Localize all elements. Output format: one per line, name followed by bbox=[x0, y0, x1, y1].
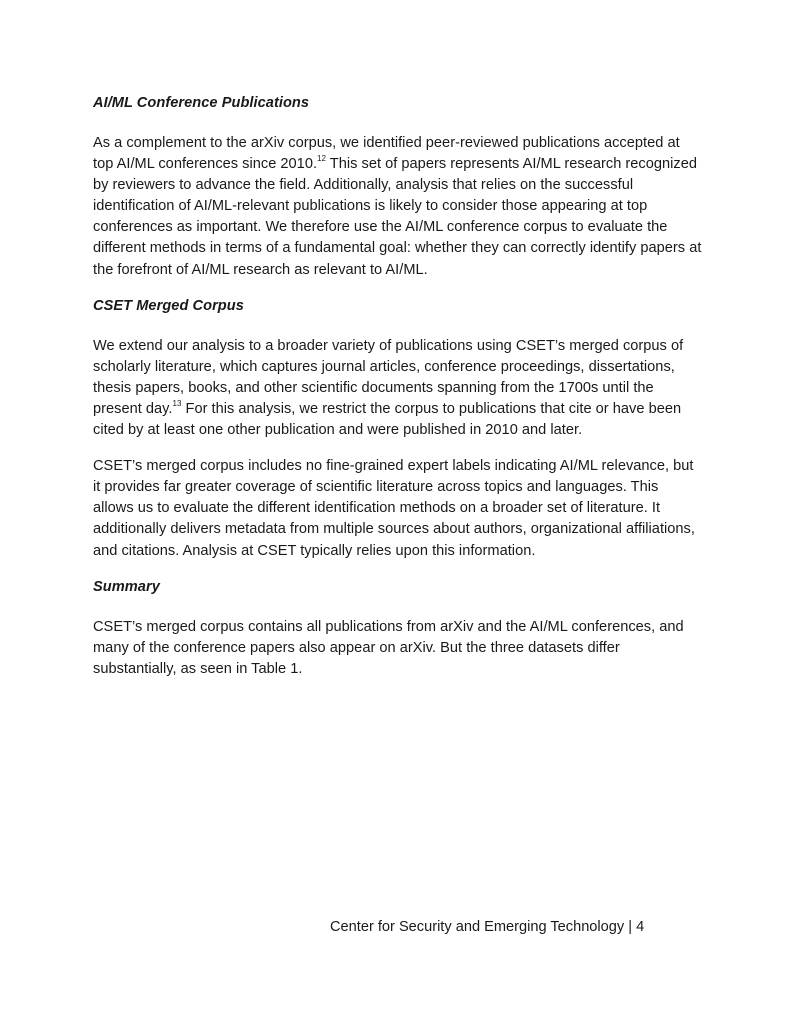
page-body bbox=[93, 93, 703, 680]
section-heading-merged-corpus: CSET Merged Corpus bbox=[93, 297, 244, 314]
paragraph-text: As a complement to the arXiv corpus, we identified peer-reviewed publications accepted at top AI/ML conferences since 2010. bbox=[93, 135, 680, 173]
paragraph-merged-corpus-2: CSET’s merged corpus includes no fine-grained expert labels indicating AI/ML relevance, but it provides far greater coverage of scientific literature across topics and languages. This allows us to evaluate the different identification methods on a broader set of literature. It additionally delivers metadata from multiple sources about authors, organizational affiliations, and citations. Analysis at CSET typically relies upon this information. bbox=[93, 458, 695, 559]
paragraph-text: For this analysis, we restrict the corpus to publications that cite or have been cited by at least one other publication and were published in 2010 and later. bbox=[93, 400, 682, 439]
paragraph-merged-corpus-1 bbox=[93, 336, 703, 441]
paragraph-conference-publications bbox=[93, 133, 703, 281]
paragraph-text: This set of papers represents AI/ML research recognized by reviewers to advance the field. Additionally, analysis that relies on the successful identification of AI/ML-relevant publications is likely to consider those appearing at top conferences as important. We therefore use the AI/ML conference corpus to evaluate the different methods in terms of a fundamental goal: whether they can correctly identify papers at the forefront of AI/ML research as relevant to AI/ML. bbox=[93, 156, 702, 278]
page-footer: Center for Security and Emerging Technology | 4 bbox=[330, 919, 645, 935]
paragraph-summary: CSET’s merged corpus contains all publications from arXiv and the AI/ML conferences, and many of the conference papers also appear on arXiv. But the three datasets differ substantially, as seen in Table 1. bbox=[93, 618, 684, 677]
paragraph-text: We extend our analysis to a broader variety of publications using CSET’s merged corpus of scholarly literature, which captures journal articles, conference proceedings, dissertations, thesis papers, books, and other scientific documents spanning from the 1700s until the present day. bbox=[93, 337, 684, 417]
section-heading-summary: Summary bbox=[93, 578, 160, 595]
footnote-ref-12[interactable]: 12 bbox=[317, 154, 326, 164]
footnote-ref-13[interactable]: 13 bbox=[172, 399, 182, 409]
section-heading-conference-publications: AI/ML Conference Publications bbox=[93, 95, 310, 111]
